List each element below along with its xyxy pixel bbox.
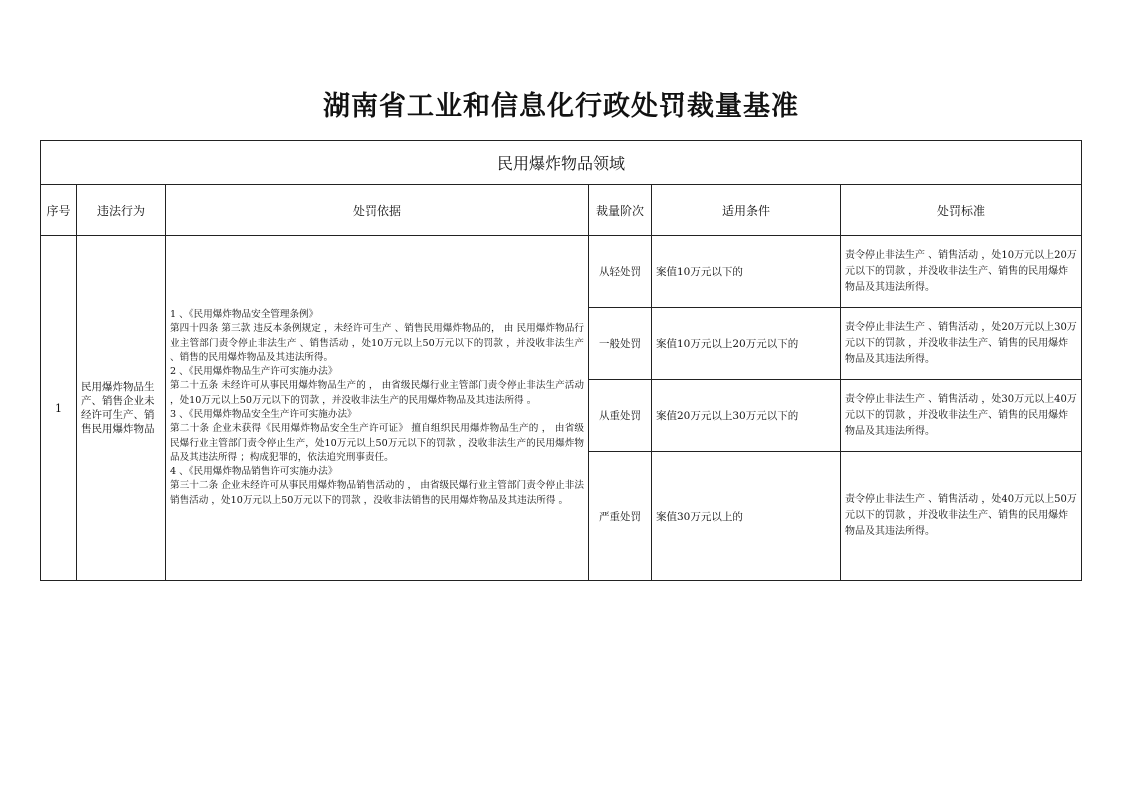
header-condition: 适用条件 bbox=[652, 185, 841, 236]
row-seq: 1 bbox=[41, 236, 77, 581]
penalty-table bbox=[40, 140, 1082, 581]
basis-law-2-title: 2 、《民用爆炸物品生产许可实施办法》 bbox=[170, 366, 338, 378]
domain-heading: 民用爆炸物品领域 bbox=[41, 141, 1082, 185]
violation-act: 民用爆炸物品生产、销售企业未经许可生产、销售民用爆炸物品 bbox=[77, 236, 166, 581]
condition-general: 案值10万元以上20万元以下的 bbox=[652, 308, 841, 380]
level-severe: 严重处罚 bbox=[589, 452, 652, 581]
condition-heavier: 案值20万元以上30万元以下的 bbox=[652, 380, 841, 452]
header-standard: 处罚标准 bbox=[841, 185, 1082, 236]
table-row bbox=[41, 236, 1082, 308]
basis-law-3-title: 3 、《民用爆炸物品安全生产许可实施办法》 bbox=[170, 409, 357, 420]
level-lenient: 从轻处罚 bbox=[589, 236, 652, 308]
header-seq: 序号 bbox=[41, 185, 77, 236]
basis-law-3-text: 第二十条 企业未获得《民用爆炸物品安全生产许可证》 擅自组织民用爆炸物品生产的 ， 由省级民爆行业主管部门责令停止生产，处10万元以上50万元以下的罚款 ，没收非法生产的民用爆炸物品及其违法所得 ；构成犯罪的，依法追究刑事责任。 bbox=[170, 423, 584, 463]
header-level: 裁量阶次 bbox=[589, 185, 652, 236]
document-title: 湖南省工业和信息化行政处罚裁量基准 bbox=[323, 91, 799, 122]
header-act: 违法行为 bbox=[77, 185, 166, 236]
penalty-basis bbox=[166, 236, 589, 581]
standard-general: 责令停止非法生产 、销售活动 ，处20万元以上30万元以下的罚款 ，并没收非法生产、销售的民用爆炸物品及其违法所得。 bbox=[841, 308, 1082, 380]
basis-law-4-text: 第三十二条 企业未经许可从事民用爆炸物品销售活动的 ， 由省级民爆行业主管部门责令停止非法销售活动 ，处10万元以上50万元以下的罚款 ，没收非法销售的民用爆炸物品及其违法所得 。 bbox=[170, 480, 584, 506]
standard-heavier: 责令停止非法生产 、销售活动 ，处30万元以上40万元以下的罚款 ，并没收非法生产、销售的民用爆炸物品及其违法所得。 bbox=[841, 380, 1082, 452]
level-general: 一般处罚 bbox=[589, 308, 652, 380]
standard-lenient: 责令停止非法生产 、销售活动 ，处10万元以上20万元以下的罚款 ，并没收非法生产、销售的民用爆炸物品及其违法所得。 bbox=[841, 236, 1082, 308]
level-heavier: 从重处罚 bbox=[589, 380, 652, 452]
basis-law-2-text: 第二十五条 未经许可从事民用爆炸物品生产的 ， 由省级民爆行业主管部门责令停止非法生产活动 ，处10万元以上50万元以下的罚款 ，并没收非法生产的民用爆炸物品及其违法所得 。 bbox=[170, 380, 584, 406]
basis-law-1-text: 第四十四条 第三款 违反本条例规定 ，未经许可生产 、销售民用爆炸物品的， 由 民用爆炸物品行业主管部门责令停止非法生产 、销售活动 ，处10万元以上50万元以下的罚款 ，并没收非法生产 、销售的民用爆炸物品及其违法所得。 bbox=[170, 323, 584, 363]
basis-law-1-title: 1 、《民用爆炸物品安全管理条例》 bbox=[170, 308, 319, 320]
header-basis: 处罚依据 bbox=[166, 185, 589, 236]
basis-law-4-title: 4 、《民用爆炸物品销售许可实施办法》 bbox=[170, 466, 338, 478]
standard-severe: 责令停止非法生产 、销售活动 ，处40万元以上50万元以下的罚款 ，并没收非法生产、销售的民用爆炸物品及其违法所得。 bbox=[841, 452, 1082, 581]
condition-lenient: 案值10万元以下的 bbox=[652, 236, 841, 308]
condition-severe: 案值30万元以上的 bbox=[652, 452, 841, 581]
